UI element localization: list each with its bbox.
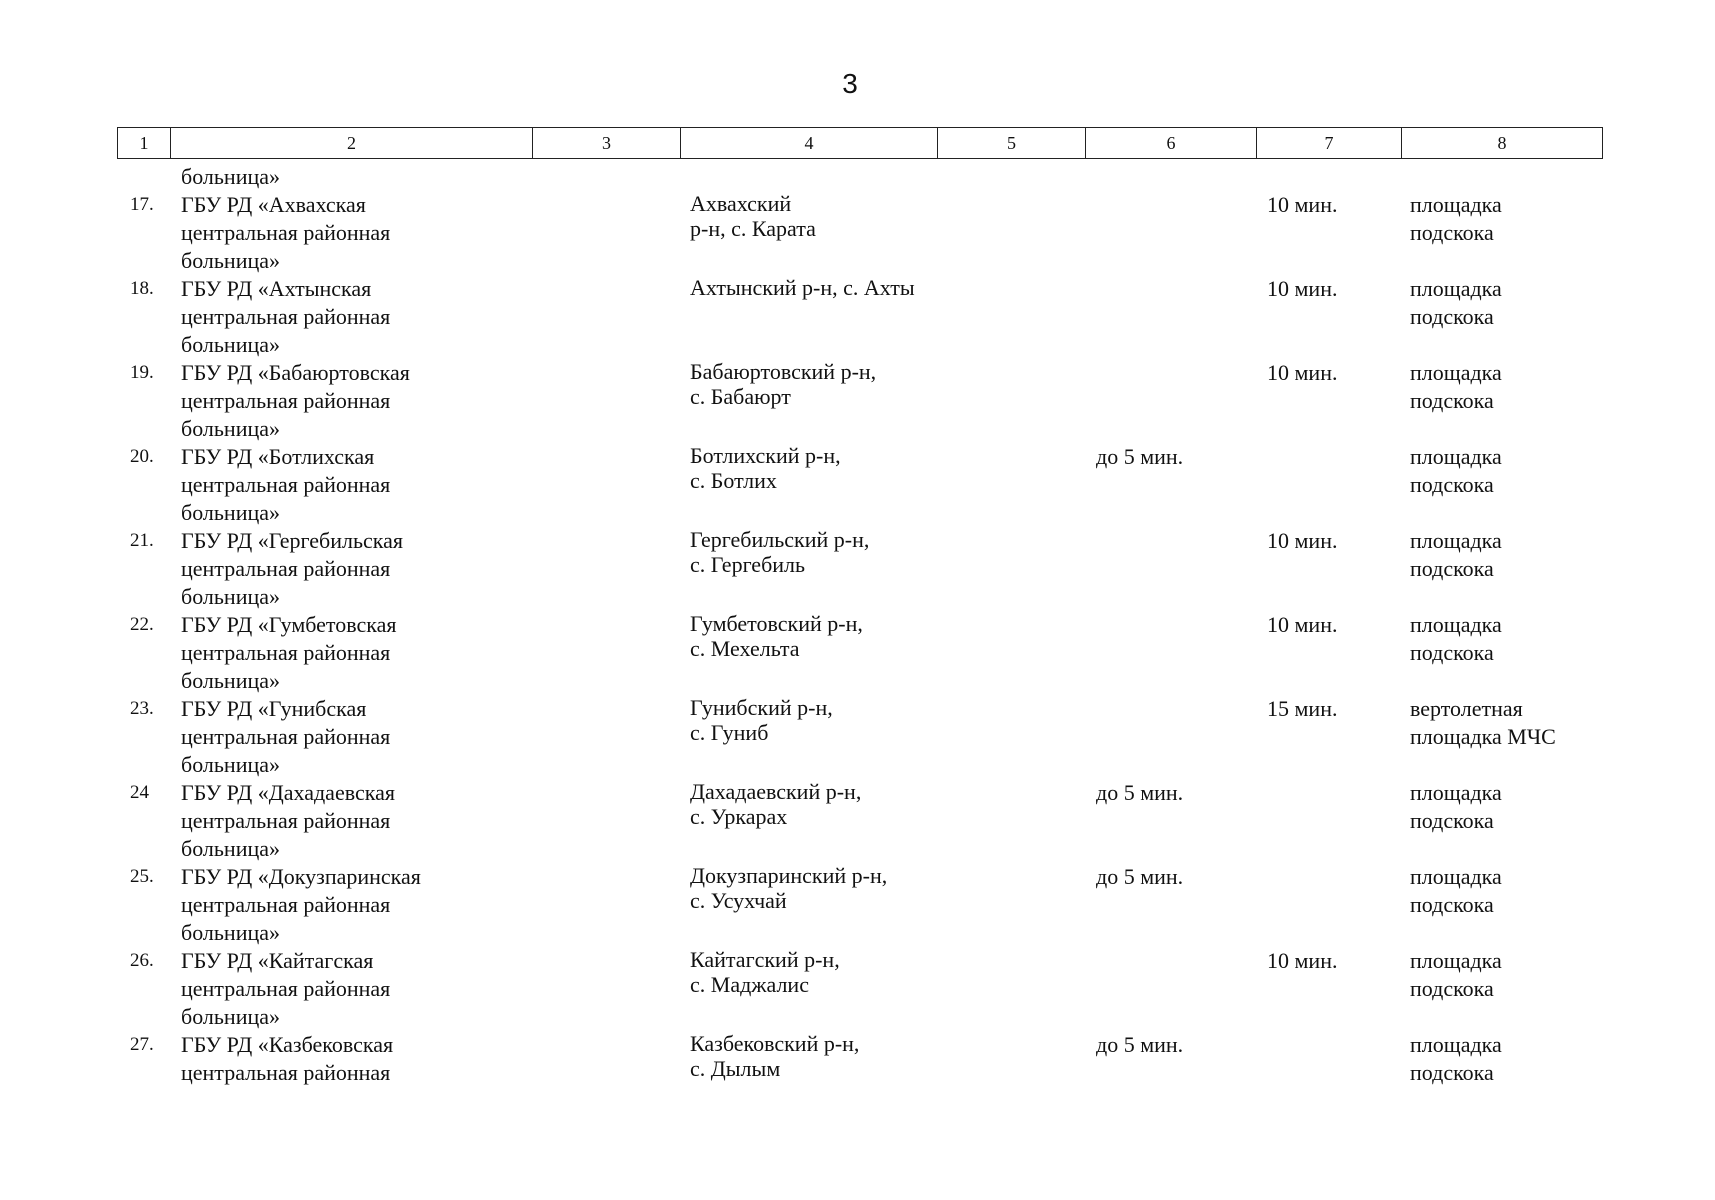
column-header: 7 bbox=[1257, 128, 1402, 159]
hospital-name: ГБУ РД «Ботлихская центральная районная больница» bbox=[181, 444, 391, 525]
hospital-address: Бабаюртовский р-н, с. Бабаюрт bbox=[690, 359, 877, 409]
landing-site: площадка подскока bbox=[1410, 780, 1502, 833]
landing-site: площадка подскока bbox=[1410, 444, 1502, 497]
row-number: 26. bbox=[130, 950, 154, 971]
hospital-list bbox=[0, 191, 1715, 1115]
table-row bbox=[0, 359, 1715, 443]
time-column-7: 10 мин. bbox=[1267, 360, 1338, 385]
landing-site: площадка подскока bbox=[1410, 192, 1502, 245]
hospital-name: ГБУ РД «Гумбетовская центральная районная больница» bbox=[181, 612, 397, 693]
hospital-address: Гумбетовский р-н, с. Мехельта bbox=[690, 611, 863, 661]
column-number-header bbox=[117, 127, 1603, 159]
row-number: 21. bbox=[130, 530, 154, 551]
hospital-address: Кайтагский р-н, с. Маджалис bbox=[690, 947, 840, 997]
time-column-7: 15 мин. bbox=[1267, 696, 1338, 721]
landing-site: площадка подскока bbox=[1410, 1032, 1502, 1085]
column-header: 6 bbox=[1086, 128, 1257, 159]
hospital-address: Ботлихский р-н, с. Ботлих bbox=[690, 443, 841, 493]
time-column-6: до 5 мин. bbox=[1096, 780, 1184, 805]
landing-site: площадка подскока bbox=[1410, 276, 1502, 329]
table-row bbox=[0, 779, 1715, 863]
time-column-6: до 5 мин. bbox=[1096, 444, 1184, 469]
table-row bbox=[0, 947, 1715, 1031]
landing-site: площадка подскока bbox=[1410, 528, 1502, 581]
hospital-name: ГБУ РД «Кайтагская центральная районная больница» bbox=[181, 948, 391, 1029]
row-number: 19. bbox=[130, 362, 154, 383]
time-column-7: 10 мин. bbox=[1267, 528, 1338, 553]
hospital-name: ГБУ РД «Дахадаевская центральная районная больница» bbox=[181, 780, 395, 861]
row-number: 18. bbox=[130, 278, 154, 299]
time-column-7: 10 мин. bbox=[1267, 948, 1338, 973]
time-column-7: 10 мин. bbox=[1267, 276, 1338, 301]
table-row bbox=[0, 695, 1715, 779]
hospital-name: ГБУ РД «Казбековская центральная районная bbox=[181, 1032, 394, 1085]
column-header: 8 bbox=[1402, 128, 1603, 159]
landing-site: площадка подскока bbox=[1410, 360, 1502, 413]
row-number: 25. bbox=[130, 866, 154, 887]
column-header: 1 bbox=[118, 128, 171, 159]
table-row bbox=[0, 443, 1715, 527]
hospital-address: Ахтынский р-н, с. Ахты bbox=[690, 275, 915, 300]
hospital-address: Гергебильский р-н, с. Гергебиль bbox=[690, 527, 870, 577]
hospital-name: ГБУ РД «Бабаюртовская центральная районная больница» bbox=[181, 360, 410, 441]
hospital-address: Дахадаевский р-н, с. Уркарах bbox=[690, 779, 862, 829]
table-row bbox=[0, 275, 1715, 359]
row-number: 17. bbox=[130, 194, 154, 215]
continuation-text: больница» bbox=[181, 164, 280, 189]
page-number: 3 bbox=[842, 68, 858, 99]
row-number: 20. bbox=[130, 446, 154, 467]
hospital-name: ГБУ РД «Ахвахская центральная районная больница» bbox=[181, 192, 391, 273]
row-number: 22. bbox=[130, 614, 154, 635]
hospital-address: Ахвахский р-н, с. Карата bbox=[690, 191, 816, 241]
time-column-7: 10 мин. bbox=[1267, 612, 1338, 637]
time-column-7: 10 мин. bbox=[1267, 192, 1338, 217]
hospital-address: Докузпаринский р-н, с. Усухчай bbox=[690, 863, 888, 913]
row-number: 24 bbox=[130, 782, 149, 803]
landing-site: площадка подскока bbox=[1410, 612, 1502, 665]
landing-site: площадка подскока bbox=[1410, 864, 1502, 917]
hospital-name: ГБУ РД «Гунибская центральная районная больница» bbox=[181, 696, 391, 777]
column-header: 2 bbox=[171, 128, 533, 159]
landing-site: вертолетная площадка МЧС bbox=[1410, 696, 1556, 749]
row-number: 27. bbox=[130, 1034, 154, 1055]
table-row bbox=[0, 611, 1715, 695]
table-row bbox=[0, 1031, 1715, 1115]
hospital-name: ГБУ РД «Ахтынская центральная районная больница» bbox=[181, 276, 391, 357]
hospital-address: Гунибский р-н, с. Гуниб bbox=[690, 695, 833, 745]
row-number: 23. bbox=[130, 698, 154, 719]
time-column-6: до 5 мин. bbox=[1096, 1032, 1184, 1057]
hospital-name: ГБУ РД «Докузпаринская центральная районная больница» bbox=[181, 864, 421, 945]
table-row bbox=[0, 527, 1715, 611]
table-row bbox=[0, 863, 1715, 947]
time-column-6: до 5 мин. bbox=[1096, 864, 1184, 889]
hospital-address: Казбековский р-н, с. Дылым bbox=[690, 1031, 860, 1081]
column-header: 4 bbox=[681, 128, 938, 159]
landing-site: площадка подскока bbox=[1410, 948, 1502, 1001]
column-header: 3 bbox=[533, 128, 681, 159]
column-header: 5 bbox=[938, 128, 1086, 159]
hospital-name: ГБУ РД «Гергебильская центральная районная больница» bbox=[181, 528, 404, 609]
table-row bbox=[0, 191, 1715, 275]
